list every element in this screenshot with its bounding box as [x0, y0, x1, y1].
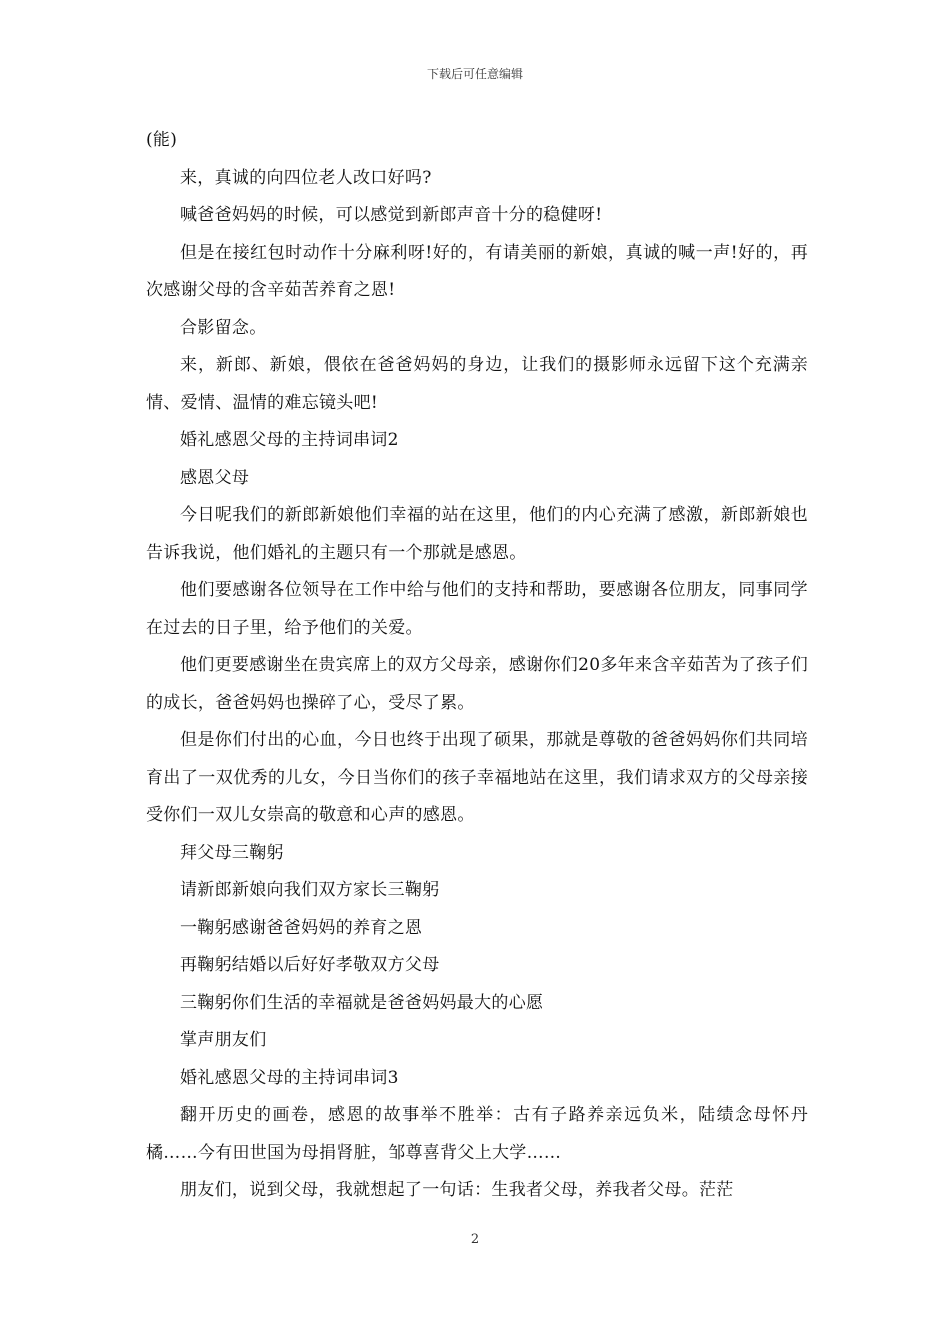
paragraph: 他们更要感谢坐在贵宾席上的双方父母亲，感谢你们20多年来含辛茹苦为了孩子们的成长，爸爸妈妈也操碎了心，受尽了累。: [146, 655, 808, 713]
paragraph: 朋友们，说到父母，我就想起了一句话：生我者父母，养我者父母。茫茫: [180, 1180, 734, 1200]
section-heading: 婚礼感恩父母的主持词串词3: [180, 1067, 399, 1088]
paragraph: 今日呢我们的新郎新娘他们幸福的站在这里，他们的内心充满了感激，新郎新娘也告诉我说，他们婚礼的主题只有一个那就是感恩。: [146, 505, 808, 563]
document-body: [146, 122, 808, 1210]
paragraph: 请新郎新娘向我们双方家长三鞠躬: [180, 880, 440, 900]
paragraph: (能): [146, 130, 178, 150]
paragraph: 翻开历史的画卷，感恩的故事举不胜举：古有子路养亲远负米，陆绩念母怀丹橘……今有田世国为母捐肾脏，邹尊喜背父上大学……: [146, 1105, 808, 1163]
paragraph: 掌声朋友们: [180, 1030, 267, 1050]
paragraph: 但是在接红包时动作十分麻利呀!好的，有请美丽的新娘，真诚的喊一声!好的，再次感谢父母的含辛茹苦养育之恩!: [146, 242, 808, 300]
paragraph: 来，新郎、新娘，偎依在爸爸妈妈的身边，让我们的摄影师永远留下这个充满亲情、爱情、温情的难忘镜头吧!: [146, 355, 808, 413]
sub-heading: 拜父母三鞠躬: [180, 842, 284, 863]
section-heading: 婚礼感恩父母的主持词串词2: [180, 430, 399, 450]
paragraph: 合影留念。: [180, 317, 267, 338]
paragraph: 他们要感谢各位领导在工作中给与他们的支持和帮助，要感谢各位朋友，同事同学在过去的日子里，给予他们的关爱。: [146, 580, 808, 638]
page-number: 2: [470, 1232, 480, 1247]
paragraph: 喊爸爸妈妈的时候，可以感觉到新郎声音十分的稳健呀!: [180, 205, 603, 225]
paragraph: 但是你们付出的心血，今日也终于出现了硕果，那就是尊敬的爸爸妈妈你们共同培育出了一双优秀的儿女，今日当你们的孩子幸福地站在这里，我们请求双方的父母亲接受你们一双儿女崇高的敬意和心声的感恩。: [146, 730, 808, 825]
paragraph: 一鞠躬感谢爸爸妈妈的养育之恩: [180, 917, 423, 938]
page-header: 下载后可任意编辑: [426, 67, 523, 81]
paragraph: 再鞠躬结婚以后好好孝敬双方父母: [180, 955, 440, 975]
paragraph: 来，真诚的向四位老人改口好吗?: [180, 167, 432, 188]
sub-heading: 感恩父母: [180, 467, 250, 488]
paragraph: 三鞠躬你们生活的幸福就是爸爸妈妈最大的心愿: [180, 992, 544, 1013]
